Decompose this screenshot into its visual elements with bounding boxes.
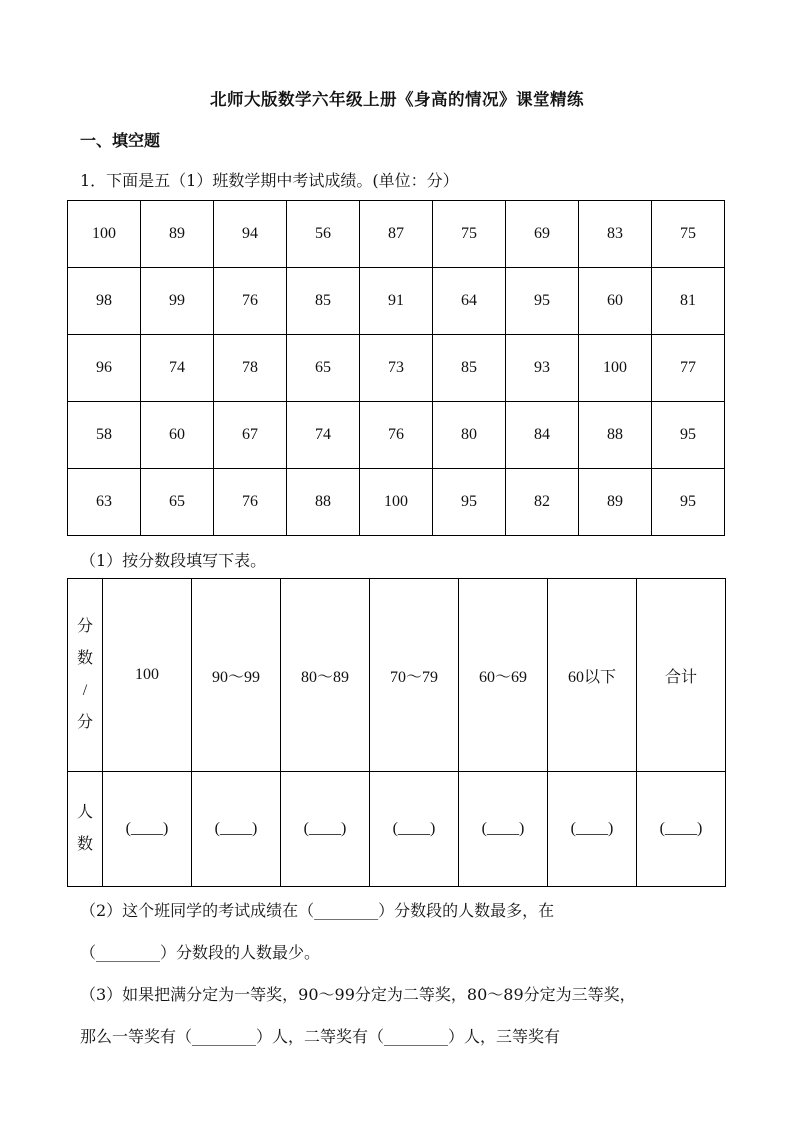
score-cell: 63 bbox=[68, 469, 141, 536]
score-cell: 77 bbox=[652, 335, 725, 402]
page-title: 北师大版数学六年级上册《身高的情况》课堂精练 bbox=[210, 90, 584, 109]
row-header-char: / bbox=[82, 682, 88, 699]
score-cell: 60 bbox=[579, 268, 652, 335]
range-cell: 100 bbox=[103, 579, 192, 772]
range-cell: 60以下 bbox=[548, 579, 637, 772]
score-cell: 100 bbox=[579, 335, 652, 402]
score-cell: 100 bbox=[360, 469, 433, 536]
score-cell: 76 bbox=[214, 268, 287, 335]
score-cell: 75 bbox=[433, 201, 506, 268]
scores-row bbox=[68, 268, 725, 335]
count-blank-cell[interactable]: (____) bbox=[103, 772, 192, 887]
score-cell: 95 bbox=[652, 402, 725, 469]
score-cell: 74 bbox=[287, 402, 360, 469]
row-header-char: 分 bbox=[76, 618, 93, 635]
tally-row-ranges bbox=[68, 579, 726, 772]
range-cell: 80～89 bbox=[281, 579, 370, 772]
score-cell: 76 bbox=[360, 402, 433, 469]
score-cell: 88 bbox=[287, 469, 360, 536]
score-cell: 89 bbox=[141, 201, 214, 268]
count-blank-cell[interactable]: (____) bbox=[637, 772, 726, 887]
tally-table bbox=[67, 578, 726, 887]
score-cell: 82 bbox=[506, 469, 579, 536]
count-blank-cell[interactable]: (____) bbox=[548, 772, 637, 887]
scores-row bbox=[68, 469, 725, 536]
score-cell: 60 bbox=[141, 402, 214, 469]
score-cell: 87 bbox=[360, 201, 433, 268]
count-blank-cell[interactable]: (____) bbox=[459, 772, 548, 887]
count-blank-cell[interactable]: (____) bbox=[370, 772, 459, 887]
score-cell: 93 bbox=[506, 335, 579, 402]
score-cell: 95 bbox=[506, 268, 579, 335]
row-header-char: 人 bbox=[76, 804, 93, 821]
score-cell: 69 bbox=[506, 201, 579, 268]
score-cell: 100 bbox=[68, 201, 141, 268]
score-cell: 99 bbox=[141, 268, 214, 335]
score-cell: 85 bbox=[287, 268, 360, 335]
scores-row bbox=[68, 201, 725, 268]
score-cell: 95 bbox=[652, 469, 725, 536]
score-cell: 56 bbox=[287, 201, 360, 268]
score-cell: 64 bbox=[433, 268, 506, 335]
tally-row-header-score bbox=[68, 579, 103, 772]
count-blank-cell[interactable]: (____) bbox=[192, 772, 281, 887]
score-cell: 85 bbox=[433, 335, 506, 402]
score-cell: 89 bbox=[579, 469, 652, 536]
score-cell: 83 bbox=[579, 201, 652, 268]
score-cell: 91 bbox=[360, 268, 433, 335]
scores-table bbox=[67, 200, 725, 536]
score-cell: 88 bbox=[579, 402, 652, 469]
score-cell: 75 bbox=[652, 201, 725, 268]
tally-row-header-count bbox=[68, 772, 103, 887]
range-cell: 90～99 bbox=[192, 579, 281, 772]
row-header-char: 分 bbox=[76, 714, 93, 731]
score-cell: 65 bbox=[141, 469, 214, 536]
score-cell: 67 bbox=[214, 402, 287, 469]
range-cell: 70～79 bbox=[370, 579, 459, 772]
score-cell: 96 bbox=[68, 335, 141, 402]
section-heading: 一、填空题 bbox=[80, 131, 161, 150]
score-cell: 95 bbox=[433, 469, 506, 536]
score-cell: 84 bbox=[506, 402, 579, 469]
range-cell: 60～69 bbox=[459, 579, 548, 772]
subquestion-2-line-2: （________）分数段的人数最少。 bbox=[80, 943, 321, 962]
score-cell: 74 bbox=[141, 335, 214, 402]
subquestion-3-line-2: 那么一等奖有（________）人，二等奖有（________）人，三等奖有 bbox=[80, 1027, 561, 1046]
scores-row bbox=[68, 335, 725, 402]
score-cell: 58 bbox=[68, 402, 141, 469]
score-cell: 98 bbox=[68, 268, 141, 335]
tally-row-counts bbox=[68, 772, 726, 887]
score-cell: 65 bbox=[287, 335, 360, 402]
row-header-char: 数 bbox=[76, 650, 93, 667]
subquestion-3-line-1: （3）如果把满分定为一等奖，90～99分定为二等奖，80～89分定为三等奖， bbox=[80, 985, 636, 1004]
subquestion-2-line-1: （2）这个班同学的考试成绩在（________）分数段的人数最多，在 bbox=[80, 901, 555, 920]
score-cell: 76 bbox=[214, 469, 287, 536]
range-cell: 合计 bbox=[637, 579, 726, 772]
question-1-text: 1．下面是五（1）班数学期中考试成绩。(单位：分） bbox=[80, 171, 459, 190]
score-cell: 73 bbox=[360, 335, 433, 402]
subquestion-1-text: （1）按分数段填写下表。 bbox=[80, 551, 267, 570]
score-cell: 81 bbox=[652, 268, 725, 335]
scores-row bbox=[68, 402, 725, 469]
score-cell: 78 bbox=[214, 335, 287, 402]
row-header-char: 数 bbox=[76, 836, 93, 853]
score-cell: 80 bbox=[433, 402, 506, 469]
score-cell: 94 bbox=[214, 201, 287, 268]
count-blank-cell[interactable]: (____) bbox=[281, 772, 370, 887]
